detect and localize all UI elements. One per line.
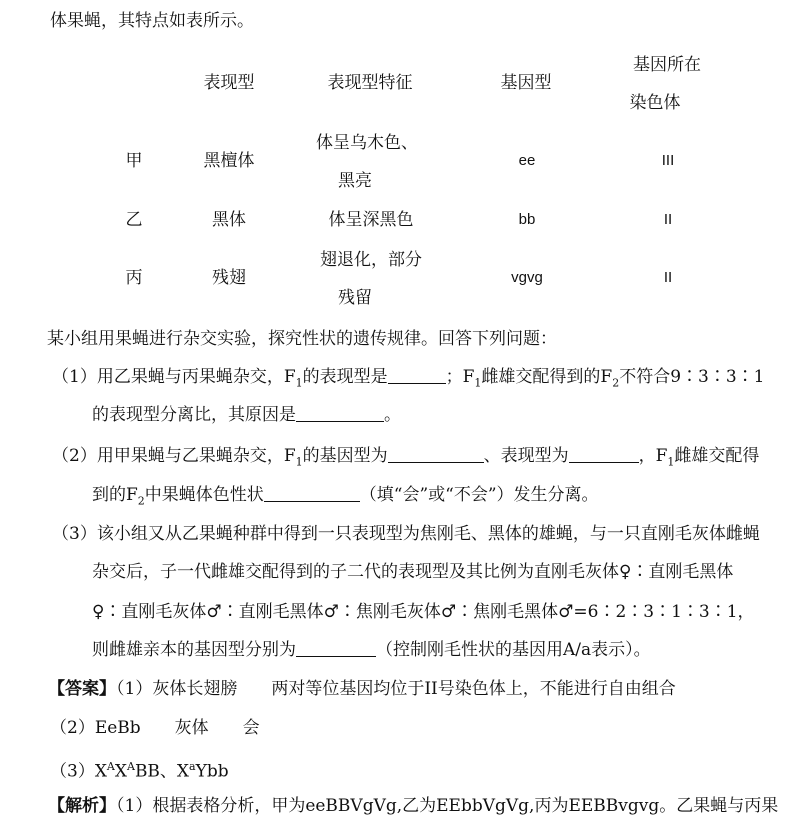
row-genotype-yi: bb: [518, 211, 536, 228]
header-feature: 表现型特征: [327, 73, 413, 93]
analysis-line-1: 【解析】（1）根据表格分析，甲为eeBBVgVg,乙为EEbbVgVg,丙为EEBBvgvg。乙果蝇与丙果: [48, 796, 779, 816]
intro-text: 体果蝇，其特点如表所示。: [50, 11, 254, 31]
answer-tag: 【答案】: [48, 679, 116, 699]
row-label-yi: 乙: [125, 210, 143, 230]
question-intro: 某小组用果蝇进行杂交实验，探究性状的遗传规律。回答下列问题：: [47, 329, 557, 349]
row-label-jia: 甲: [125, 151, 143, 171]
row-phenotype-jia: 黑檀体: [203, 151, 255, 171]
row-chromosome-bing: II: [663, 269, 673, 286]
q3-answer-blank[interactable]: [296, 638, 376, 657]
q1-answer-blank-2[interactable]: [296, 403, 384, 422]
question-2-line-1: （2）用甲果蝇与乙果蝇杂交，$F_1$的基因型为 、表现型为 ，$F_1$雌雄交配得: [52, 446, 760, 469]
q2-answer-blank-2[interactable]: [569, 444, 639, 463]
q2-answer-blank-1[interactable]: [388, 444, 484, 463]
row-feature-bing-1: 翅退化，部分: [320, 250, 422, 270]
row-feature-jia-2: 黑亮: [338, 171, 372, 191]
question-3-line-4: 则雌雄亲本的基因型分别为 （控制刚毛性状的基因用A/a表示）。: [92, 640, 651, 660]
row-feature-bing-2: 残留: [338, 288, 372, 308]
question-3-line-2: 杂交后，子一代雌雄交配得到的子二代的表现型及其比例为直刚毛灰体♀∶直刚毛黑体: [92, 562, 734, 582]
row-label-bing: 丙: [125, 268, 143, 288]
question-1-line-2: 的表现型分离比，其原因是 。: [92, 405, 401, 425]
question-2-line-2: 到的$F_2$中果蝇体色性状 （填“会”或“不会”）发生分离。: [92, 485, 599, 508]
row-feature-jia-1: 体呈乌木色、: [316, 133, 418, 153]
q2-answer-blank-3[interactable]: [264, 483, 360, 502]
question-1-line-1: （1）用乙果蝇与丙果蝇杂交，$F_1$的表现型是 ；$F_1$雌雄交配得到的$F_2$不符合9∶3∶3∶1: [52, 367, 765, 390]
question-3-line-1: （3）该小组又从乙果蝇种群中得到一只表现型为焦刚毛、黑体的雄蝇，与一只直刚毛灰体雌蝇: [52, 524, 760, 544]
row-feature-yi: 体呈深黑色: [328, 210, 414, 230]
q1-answer-blank-1[interactable]: [388, 365, 446, 384]
row-genotype-jia: ee: [518, 152, 536, 169]
row-chromosome-yi: II: [663, 211, 673, 228]
answer-line-3: $(3)X^AX^ABB$、$X^aYbb$: [50, 760, 229, 782]
row-chromosome-jia: III: [661, 152, 675, 169]
analysis-tag: 【解析】: [48, 796, 116, 816]
header-chromosome-2: 染色体: [629, 93, 681, 113]
question-3-line-3: ♀∶直刚毛灰体♂∶直刚毛黑体♂∶焦刚毛灰体♂∶焦刚毛黑体♂=6∶2∶3∶1∶3∶1，: [92, 602, 755, 622]
header-genotype: 基因型: [500, 73, 552, 93]
answer-line-1: 【答案】（1）灰体长翅膀 两对等位基因均位于II号染色体上，不能进行自由组合: [48, 679, 676, 699]
row-phenotype-yi: 黑体: [212, 210, 246, 230]
header-phenotype: 表现型: [203, 73, 255, 93]
answer-line-2: （2）EeBb 灰体 会: [50, 718, 260, 738]
row-genotype-bing: vgvg: [511, 269, 543, 286]
row-phenotype-bing: 残翅: [212, 268, 246, 288]
header-chromosome-1: 基因所在: [633, 55, 701, 75]
